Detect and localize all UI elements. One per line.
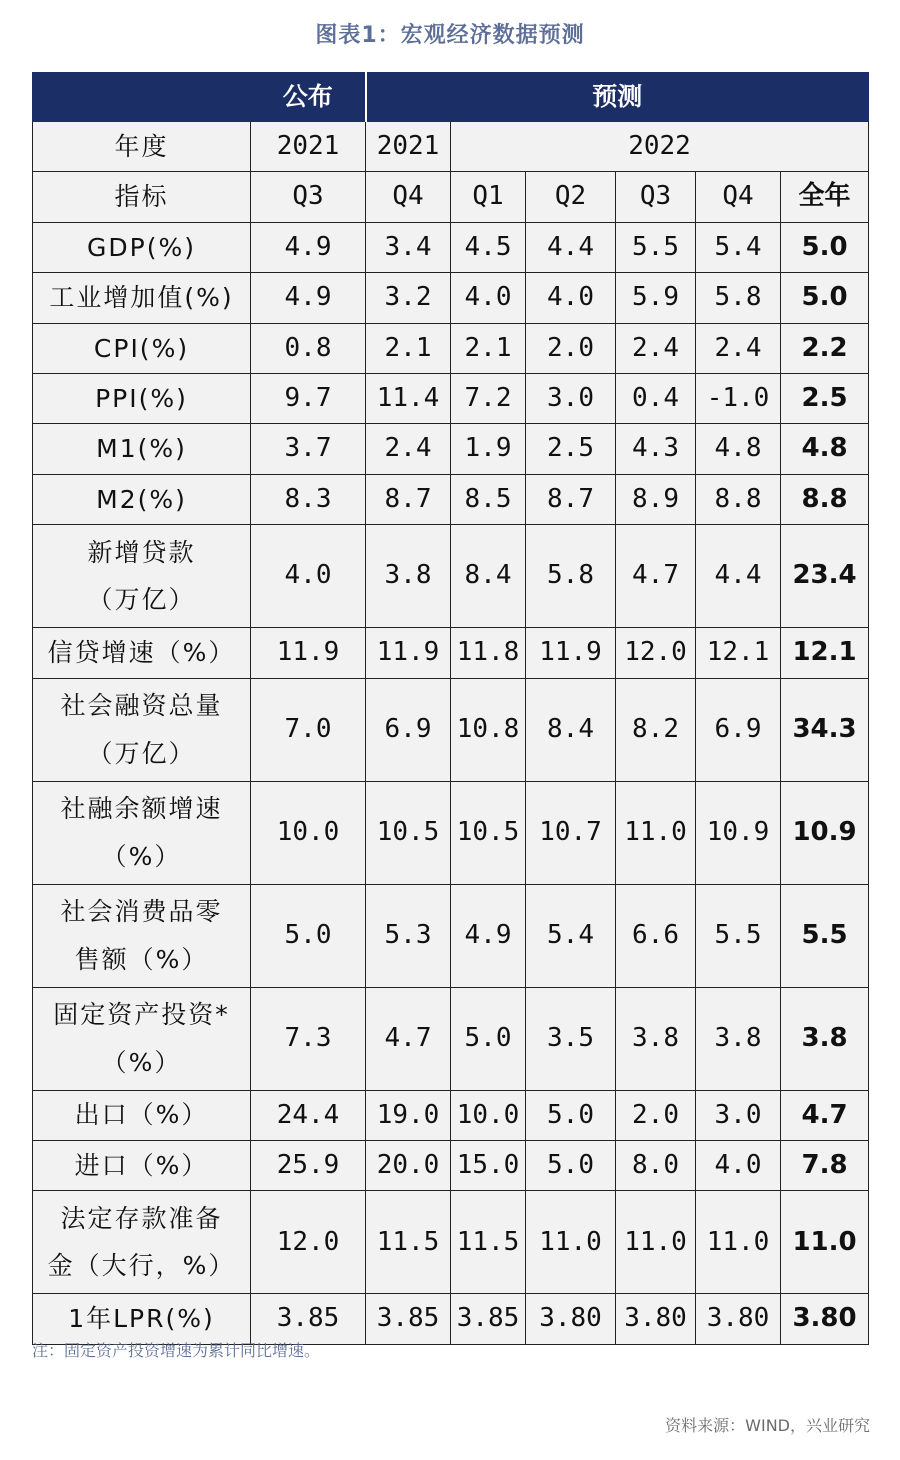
table-row: [33, 1090, 869, 1140]
year-cell: 2022: [451, 122, 869, 172]
value-cell: 11.5: [451, 1191, 526, 1294]
table-row: [33, 1140, 869, 1190]
value-cell: 5.8: [526, 525, 616, 628]
value-cell: 3.80: [526, 1294, 616, 1344]
value-cell: 4.8: [696, 424, 781, 474]
table-row: [33, 781, 869, 884]
row-label: GDP(%): [33, 222, 251, 272]
value-cell: 4.9: [451, 884, 526, 987]
row-label: PPI(%): [33, 373, 251, 423]
header-row: [33, 73, 869, 122]
table-row: [33, 987, 869, 1090]
value-cell: 5.0: [526, 1140, 616, 1190]
value-cell: 11.8: [451, 628, 526, 678]
full-year-value: 5.0: [781, 273, 869, 323]
header-published: 公布: [251, 73, 366, 122]
value-cell: 10.5: [366, 781, 451, 884]
value-cell: 2.4: [696, 323, 781, 373]
quarter-cell: Q1: [451, 172, 526, 222]
value-cell: -1.0: [696, 373, 781, 423]
value-cell: 7.0: [251, 678, 366, 781]
value-cell: 4.3: [616, 424, 696, 474]
table-row: [33, 628, 869, 678]
value-cell: 2.1: [366, 323, 451, 373]
value-cell: 7.2: [451, 373, 526, 423]
value-cell: 1.9: [451, 424, 526, 474]
indicator-label: 指标: [33, 172, 251, 222]
table-row: [33, 1191, 869, 1294]
value-cell: 3.8: [366, 525, 451, 628]
value-cell: 24.4: [251, 1090, 366, 1140]
row-label-line2: 售额（%）: [74, 944, 209, 974]
value-cell: 8.7: [526, 474, 616, 524]
source-text: 资料来源：WIND，兴业研究: [665, 1416, 870, 1435]
value-cell: 8.4: [451, 525, 526, 628]
table-row: [33, 323, 869, 373]
macro-forecast-table: [32, 72, 869, 1345]
row-label-line1: 社会融资总量: [60, 691, 223, 721]
value-cell: 12.0: [251, 1191, 366, 1294]
value-cell: 4.7: [366, 987, 451, 1090]
value-cell: 2.5: [526, 424, 616, 474]
row-label: 1年LPR(%): [33, 1294, 251, 1344]
row-label: 进口（%）: [33, 1140, 251, 1190]
value-cell: 3.80: [616, 1294, 696, 1344]
row-label-line2: （万亿）: [87, 585, 196, 615]
value-cell: 3.85: [366, 1294, 451, 1344]
full-year-value: 7.8: [781, 1140, 869, 1190]
value-cell: 6.6: [616, 884, 696, 987]
value-cell: 11.0: [616, 1191, 696, 1294]
table-row: [33, 474, 869, 524]
value-cell: 11.4: [366, 373, 451, 423]
quarter-row: [33, 172, 869, 222]
value-cell: 5.0: [251, 884, 366, 987]
value-cell: 2.1: [451, 323, 526, 373]
value-cell: 8.9: [616, 474, 696, 524]
value-cell: 6.9: [696, 678, 781, 781]
value-cell: 3.5: [526, 987, 616, 1090]
year-cell: 2021: [366, 122, 451, 172]
value-cell: 2.0: [526, 323, 616, 373]
row-label: [33, 987, 251, 1090]
full-year-value: 11.0: [781, 1191, 869, 1294]
row-label: [33, 525, 251, 628]
table-row: [33, 884, 869, 987]
value-cell: 3.0: [526, 373, 616, 423]
row-label: 信贷增速（%）: [33, 628, 251, 678]
value-cell: 10.9: [696, 781, 781, 884]
value-cell: 3.2: [366, 273, 451, 323]
footnote: 注：固定资产投资增速为累计同比增速。: [32, 1341, 321, 1360]
full-year-value: 3.8: [781, 987, 869, 1090]
value-cell: 12.1: [696, 628, 781, 678]
value-cell: 4.0: [696, 1140, 781, 1190]
full-year-value: 8.8: [781, 474, 869, 524]
value-cell: 5.5: [616, 222, 696, 272]
full-year-value: 5.5: [781, 884, 869, 987]
value-cell: 8.3: [251, 474, 366, 524]
row-label: [33, 781, 251, 884]
value-cell: 3.0: [696, 1090, 781, 1140]
quarter-cell: Q3: [616, 172, 696, 222]
full-year-value: 12.1: [781, 628, 869, 678]
value-cell: 6.9: [366, 678, 451, 781]
value-cell: 3.8: [696, 987, 781, 1090]
value-cell: 5.9: [616, 273, 696, 323]
header-forecast: 预测: [366, 73, 869, 122]
full-year-value: 3.80: [781, 1294, 869, 1344]
quarter-cell: Q4: [366, 172, 451, 222]
value-cell: 15.0: [451, 1140, 526, 1190]
value-cell: 10.0: [251, 781, 366, 884]
full-year-value: 4.8: [781, 424, 869, 474]
value-cell: 10.5: [451, 781, 526, 884]
value-cell: 11.9: [251, 628, 366, 678]
value-cell: 8.4: [526, 678, 616, 781]
quarter-cell: Q3: [251, 172, 366, 222]
value-cell: 8.7: [366, 474, 451, 524]
value-cell: 8.0: [616, 1140, 696, 1190]
row-label: 出口（%）: [33, 1090, 251, 1140]
value-cell: 9.7: [251, 373, 366, 423]
value-cell: 10.7: [526, 781, 616, 884]
row-label-line1: 社融余额增速: [60, 794, 223, 824]
value-cell: 5.4: [696, 222, 781, 272]
value-cell: 5.0: [526, 1090, 616, 1140]
row-label: [33, 884, 251, 987]
full-year-value: 2.2: [781, 323, 869, 373]
figure-title: 图表1：宏观经济数据预测: [315, 23, 585, 48]
row-label: CPI(%): [33, 323, 251, 373]
value-cell: 2.4: [616, 323, 696, 373]
value-cell: 3.7: [251, 424, 366, 474]
row-label-line2: （%）: [101, 1047, 182, 1077]
row-label-line1: 新增贷款: [87, 537, 196, 567]
row-label: M2(%): [33, 474, 251, 524]
row-label-line1: 固定资产投资*: [53, 1000, 230, 1030]
value-cell: 5.8: [696, 273, 781, 323]
table-row: [33, 424, 869, 474]
value-cell: 3.4: [366, 222, 451, 272]
row-label-line2: （万亿）: [87, 738, 196, 768]
value-cell: 4.9: [251, 273, 366, 323]
value-cell: 11.5: [366, 1191, 451, 1294]
row-label-line1: 法定存款准备: [60, 1203, 223, 1233]
value-cell: 0.8: [251, 323, 366, 373]
value-cell: 5.0: [451, 987, 526, 1090]
value-cell: 4.0: [526, 273, 616, 323]
value-cell: 5.3: [366, 884, 451, 987]
quarter-cell: Q2: [526, 172, 616, 222]
table-row: [33, 222, 869, 272]
row-label-line1: 社会消费品零: [60, 897, 223, 927]
value-cell: 4.5: [451, 222, 526, 272]
value-cell: 11.0: [616, 781, 696, 884]
value-cell: 3.8: [616, 987, 696, 1090]
header-blank: [33, 73, 251, 122]
value-cell: 8.5: [451, 474, 526, 524]
row-label: [33, 1191, 251, 1294]
value-cell: 4.0: [251, 525, 366, 628]
full-year-value: 2.5: [781, 373, 869, 423]
value-cell: 3.85: [451, 1294, 526, 1344]
value-cell: 8.2: [616, 678, 696, 781]
value-cell: 11.0: [526, 1191, 616, 1294]
full-year-header: 全年: [781, 172, 869, 222]
row-label-line2: （%）: [101, 841, 182, 871]
table-row: [33, 273, 869, 323]
full-year-value: 5.0: [781, 222, 869, 272]
value-cell: 7.3: [251, 987, 366, 1090]
full-year-value: 34.3: [781, 678, 869, 781]
value-cell: 11.0: [696, 1191, 781, 1294]
value-cell: 20.0: [366, 1140, 451, 1190]
row-label: 工业增加值(%): [33, 273, 251, 323]
value-cell: 5.4: [526, 884, 616, 987]
value-cell: 11.9: [366, 628, 451, 678]
full-year-value: 10.9: [781, 781, 869, 884]
row-label: M1(%): [33, 424, 251, 474]
table-row: [33, 1294, 869, 1344]
row-label-line2: 金（大行，%）: [47, 1251, 236, 1281]
value-cell: 2.0: [616, 1090, 696, 1140]
value-cell: 4.0: [451, 273, 526, 323]
value-cell: 10.0: [451, 1090, 526, 1140]
row-label: [33, 678, 251, 781]
full-year-value: 23.4: [781, 525, 869, 628]
value-cell: 0.4: [616, 373, 696, 423]
value-cell: 3.85: [251, 1294, 366, 1344]
value-cell: 11.9: [526, 628, 616, 678]
table-row: [33, 678, 869, 781]
value-cell: 12.0: [616, 628, 696, 678]
year-label: 年度: [33, 122, 251, 172]
value-cell: 19.0: [366, 1090, 451, 1140]
value-cell: 4.7: [616, 525, 696, 628]
value-cell: 10.8: [451, 678, 526, 781]
year-row: [33, 122, 869, 172]
table-row: [33, 373, 869, 423]
value-cell: 8.8: [696, 474, 781, 524]
value-cell: 4.4: [526, 222, 616, 272]
value-cell: 3.80: [696, 1294, 781, 1344]
full-year-value: 4.7: [781, 1090, 869, 1140]
year-cell: 2021: [251, 122, 366, 172]
value-cell: 25.9: [251, 1140, 366, 1190]
value-cell: 4.4: [696, 525, 781, 628]
quarter-cell: Q4: [696, 172, 781, 222]
table-row: [33, 525, 869, 628]
value-cell: 2.4: [366, 424, 451, 474]
value-cell: 4.9: [251, 222, 366, 272]
value-cell: 5.5: [696, 884, 781, 987]
